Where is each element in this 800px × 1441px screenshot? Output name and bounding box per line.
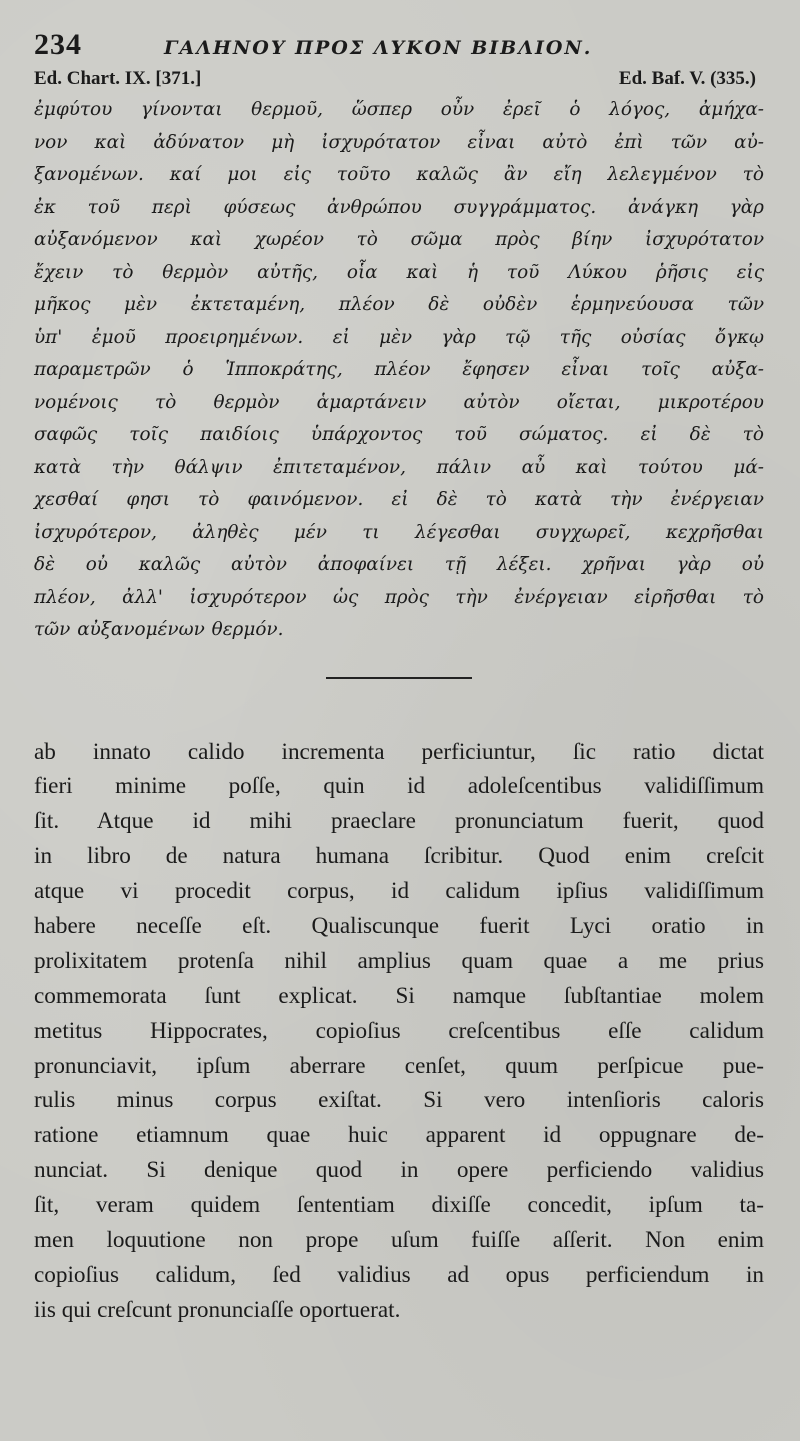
latin-text-line: prolixitatem protenſa nihil amplius quam quae a me prius [34, 947, 764, 974]
greek-text-line: ἰσχυρότερον, ἀληθὲς μέν τι λέγεσθαι συγχωρεῖ, κεχρῆσθαι [34, 521, 764, 543]
latin-text-line: ſit. Atque id mihi praeclare pronunciatum fuerit, quod [34, 808, 764, 835]
latin-text-line: men loquutione non prope uſum fuiſſe aſſerit. Non enim [34, 1226, 764, 1253]
page-number: 234 [34, 28, 82, 61]
latin-text-line: metitus Hippocrates, copioſius creſcentibus eſſe calidum [34, 1017, 764, 1044]
latin-text-line: commemorata ſunt explicat. Si namque ſubſtantiae molem [34, 982, 764, 1009]
latin-text-line: ratione etiamnum quae huic apparent id oppugnare de- [34, 1122, 764, 1149]
latin-text-line: iis qui creſcunt pronunciaſſe oportuerat. [34, 1296, 401, 1323]
edition-left: Ed. Chart. IX. [371.] [34, 68, 202, 89]
running-title: ΓΑΛΗΝΟΥ ΠΡΟΣ ΛΥΚΟΝ ΒΙΒΛΙΟΝ. [164, 37, 593, 59]
greek-text-line: χεσθαί φησι τὸ φαινόμενον. εἰ δὲ τὸ κατὰ τὴν ἐνέργειαν [34, 489, 764, 510]
latin-text-line: nunciat. Si denique quod in opere perficiendo validius [34, 1157, 764, 1184]
greek-text-line: ξανομένων. καί μοι εἰς τοῦτο καλῶς ἂν εἴη λελεγμένον τὸ [34, 164, 764, 185]
latin-text-line: ſit, veram quidem ſententiam dixiſſe concedit, ipſum ta- [34, 1192, 764, 1219]
latin-text-line: copioſius calidum, ſed validius ad opus perficiendum in [34, 1261, 764, 1288]
greek-text-line: δὲ οὐ καλῶς αὐτὸν ἀποφαίνει τῇ λέξει. χρῆναι γὰρ οὐ [34, 554, 764, 575]
greek-text-line: ἐκ τοῦ περὶ φύσεως ἀνθρώπου συγγράμματος. ἀνάγκη γὰρ [34, 196, 764, 218]
greek-text-line: νομένοις τὸ θερμὸν ἁμαρτάνειν αὐτὸν οἴεται, μικροτέρου [34, 391, 764, 413]
greek-text-line: παραμετρῶν ὁ Ἱπποκράτης, πλέον ἔφησεν εἶναι τοῖς αὐξα- [34, 359, 764, 380]
greek-text-line: αὐξανόμενον καὶ χωρέον τὸ σῶμα πρὸς βίην ἰσχυρότατον [34, 229, 764, 250]
latin-text-line: rulis minus corpus exiſtat. Si vero intenſioris caloris [34, 1087, 764, 1114]
latin-text-line: atque vi procedit corpus, id calidum ipſius validiſſimum [34, 878, 764, 905]
greek-text-line: τῶν αὐξανομένων θερμόν. [34, 619, 284, 640]
latin-text [34, 735, 764, 1328]
greek-text-line: πλέον, ἀλλ' ἰσχυρότερον ὡς πρὸς τὴν ἐνέργειαν εἰρῆσθαι τὸ [34, 586, 764, 608]
latin-text-line: pronunciavit, ipſum aberrare cenſet, quum perſpicue pue- [34, 1052, 764, 1079]
page-header [34, 28, 764, 66]
greek-text-line: ἐμφύτου γίνονται θερμοῦ, ὥσπερ οὖν ἐρεῖ ὁ λόγος, ἀμήχα- [34, 99, 764, 120]
edition-right: Ed. Baf. V. (335.) [618, 68, 756, 89]
latin-text-line: ab innato calido incrementa perficiuntur, ſic ratio dictat [34, 738, 764, 765]
latin-text-line: fieri minime poſſe, quin id adoleſcentibus validiſſimum [34, 773, 764, 800]
greek-text [34, 94, 764, 647]
greek-text-line: σαφῶς τοῖς παιδίοις ὑπάρχοντος τοῦ σώματος. εἰ δὲ τὸ [34, 424, 764, 445]
latin-text-line: habere neceſſe eſt. Qualiscunque fuerit Lyci oratio in [34, 912, 764, 939]
greek-text-line: ὑπ' ἐμοῦ προειρημένων. εἰ μὲν γὰρ τῷ τῆς οὐσίας ὄγκῳ [34, 326, 764, 348]
section-divider [326, 677, 472, 679]
greek-text-line: κατὰ τὴν θάλψιν ἐπιτεταμένον, πάλιν αὖ καὶ τούτου μά- [34, 456, 764, 478]
latin-text-line: in libro de natura humana ſcribitur. Quod enim creſcit [34, 843, 764, 870]
greek-text-line: νον καὶ ἀδύνατον μὴ ἰσχυρότατον εἶναι αὐτὸ ἐπὶ τῶν αὐ- [34, 131, 764, 153]
edition-references [34, 68, 764, 92]
greek-text-line: μῆκος μὲν ἐκτεταμένη, πλέον δὲ οὐδὲν ἑρμηνεύουσα τῶν [34, 294, 764, 315]
greek-text-line: ἔχειν τὸ θερμὸν αὐτῆς, οἷα καὶ ἡ τοῦ Λύκου ῥῆσις εἰς [34, 261, 764, 283]
